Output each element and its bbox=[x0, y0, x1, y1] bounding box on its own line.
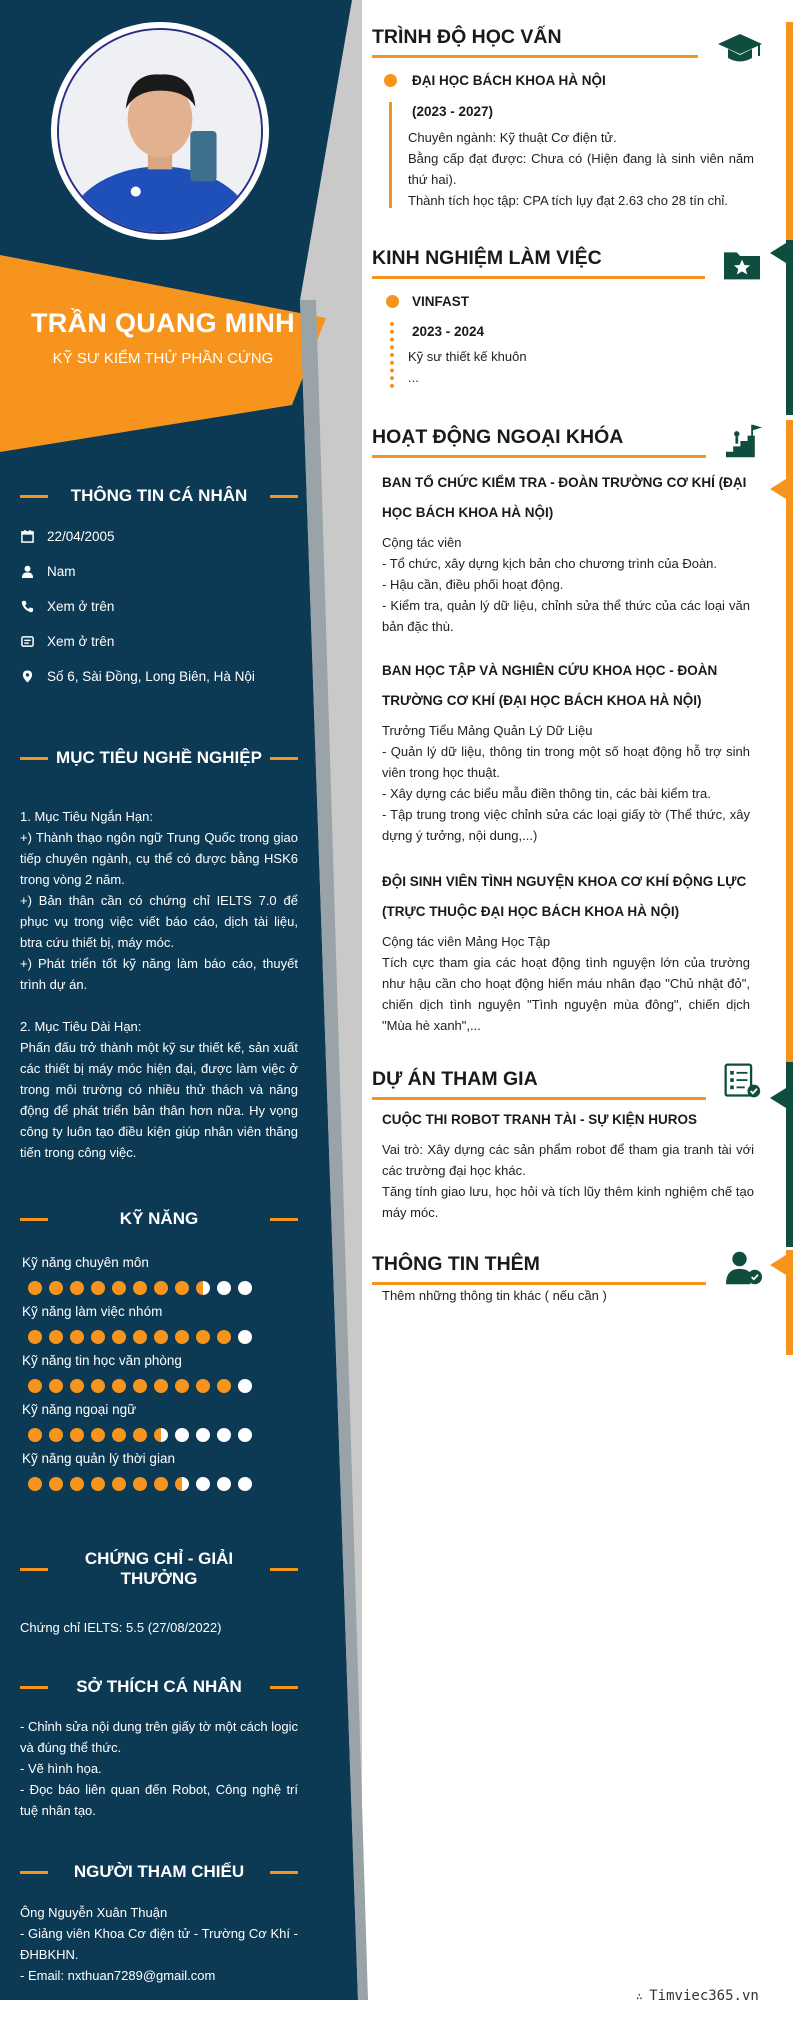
skill-label: Kỹ năng quản lý thời gian bbox=[22, 1451, 175, 1466]
email-row bbox=[20, 631, 310, 651]
skill-dot bbox=[217, 1428, 231, 1442]
address-row bbox=[20, 666, 310, 686]
skill-dot bbox=[238, 1330, 252, 1344]
skill-dot bbox=[28, 1477, 42, 1491]
user-check-icon bbox=[724, 1250, 768, 1290]
activity-title: BAN TỔ CHỨC KIỂM TRA - ĐOÀN TRƯỜNG CƠ KHÍ (ĐẠI HỌC BÁCH KHOA HÀ NỘI) bbox=[382, 475, 747, 520]
company-name: VINFAST bbox=[412, 294, 470, 309]
folder-star-icon bbox=[722, 247, 766, 287]
skill-dot bbox=[112, 1281, 126, 1295]
experience-heading: KINH NGHIỆM LÀM VIỆC bbox=[372, 247, 602, 269]
skill-dot bbox=[91, 1281, 105, 1295]
experience-side-bar bbox=[786, 240, 793, 415]
skill-dot bbox=[91, 1330, 105, 1344]
skill-dot bbox=[49, 1477, 63, 1491]
skill-dot bbox=[91, 1428, 105, 1442]
skill-dot bbox=[133, 1330, 147, 1344]
birthdate-value: 22/04/2005 bbox=[47, 528, 115, 544]
skill-dot bbox=[154, 1330, 168, 1344]
skill-dot bbox=[238, 1477, 252, 1491]
skill-dot bbox=[49, 1281, 63, 1295]
activities-side-bar bbox=[786, 420, 793, 1062]
calendar-icon bbox=[20, 529, 34, 543]
skill-rating bbox=[28, 1281, 252, 1295]
skill-dot bbox=[49, 1330, 63, 1344]
timeline-dotted-line bbox=[390, 322, 394, 388]
education-details: Chuyên ngành: Kỹ thuật Cơ điện tử. Bằng cấp đạt được: Chưa có (Hiện đang là sinh viên năm thứ hai). Thành tích học tập: CPA tích lụy đạt 2.63 cho 28 tín chỉ. bbox=[408, 130, 754, 208]
heading-underline bbox=[372, 55, 698, 58]
skill-rating bbox=[28, 1379, 252, 1393]
skill-dot bbox=[154, 1428, 168, 1442]
person-icon bbox=[20, 564, 34, 578]
references-text: Ông Nguyễn Xuân Thuận - Giảng viên Khoa Cơ điện tử - Trường Cơ Khí - ĐHBKHN. - Email: nxthuan7289@gmail.com bbox=[20, 1905, 298, 1983]
skill-dot bbox=[133, 1428, 147, 1442]
education-heading: TRÌNH ĐỘ HỌC VẤN bbox=[372, 26, 562, 48]
stairs-goal-icon bbox=[724, 423, 768, 463]
candidate-job-title: KỸ SƯ KIỂM THỬ PHẦN CỨNG bbox=[52, 350, 274, 367]
phone-value: Xem ở trên bbox=[47, 598, 115, 614]
skill-dot bbox=[175, 1281, 189, 1295]
heading-underline bbox=[372, 276, 705, 279]
skill-dot bbox=[238, 1281, 252, 1295]
certificates-heading: CHỨNG CHỈ - GIẢI THƯỞNG bbox=[20, 1557, 298, 1581]
objective-heading: MỤC TIÊU NGHỀ NGHIỆP bbox=[20, 746, 298, 770]
project-details: Vai trò: Xây dựng các sản phẩm robot để tham gia tranh tài với các trường đại học khác. Tăng tính giao lưu, học hỏi và tích lũy thêm kinh nghiệm chế tạo máy móc. bbox=[382, 1142, 754, 1220]
skill-dot bbox=[217, 1281, 231, 1295]
experience-period: 2023 - 2024 bbox=[412, 324, 485, 339]
skill-rating bbox=[28, 1428, 252, 1442]
activities-heading: HOẠT ĐỘNG NGOẠI KHÓA bbox=[372, 426, 624, 448]
skill-dot bbox=[70, 1428, 84, 1442]
timeline-dot bbox=[386, 295, 399, 308]
skill-dot bbox=[28, 1330, 42, 1344]
projects-side-bar bbox=[786, 1062, 793, 1247]
skill-dot bbox=[70, 1281, 84, 1295]
extra-heading: THÔNG TIN THÊM bbox=[372, 1253, 540, 1275]
skill-dot bbox=[175, 1428, 189, 1442]
candidate-name: TRẦN QUANG MINH bbox=[31, 308, 295, 338]
avatar bbox=[51, 22, 269, 240]
skill-dot bbox=[70, 1477, 84, 1491]
skill-dot bbox=[175, 1330, 189, 1344]
section-arrow bbox=[770, 1255, 786, 1275]
skill-dot bbox=[70, 1379, 84, 1393]
skill-dot bbox=[154, 1477, 168, 1491]
skill-dot bbox=[91, 1477, 105, 1491]
graduation-cap-icon bbox=[718, 28, 762, 68]
gender-value: Nam bbox=[47, 563, 76, 579]
skill-dot bbox=[238, 1379, 252, 1393]
skill-dot bbox=[133, 1281, 147, 1295]
phone-icon bbox=[20, 599, 34, 613]
skill-dot bbox=[112, 1379, 126, 1393]
skill-dot bbox=[217, 1477, 231, 1491]
skill-rating bbox=[28, 1477, 252, 1491]
extra-text: Thêm những thông tin khác ( nếu cần ) bbox=[382, 1288, 607, 1303]
skill-dot bbox=[196, 1281, 210, 1295]
skill-dot bbox=[196, 1477, 210, 1491]
skills-heading: KỸ NĂNG bbox=[20, 1207, 298, 1231]
skill-dot bbox=[217, 1330, 231, 1344]
skill-label: Kỹ năng làm việc nhóm bbox=[22, 1304, 163, 1319]
email-icon bbox=[20, 634, 34, 648]
objective-text: 1. Mục Tiêu Ngắn Hạn: +) Thành thạo ngôn ngữ Trung Quốc trong giao tiếp chuyên ngành, cụ thể có được bằng HSK6 trong vòng 2 năm. +) Bản thân cần có chứng chỉ IELTS 7.0 để phục vụ trong việc viết báo cáo, dịch tài liệu, btra cứu thiết bị, máy móc. +) Phát triển tốt kỹ năng làm báo cáo, thuyết trình dự án. 2. Mục Tiêu Dài Hạn: Phấn đấu trở thành một kỹ sư thiết kế, sản xuất các thiết bị máy móc hiện đại, được làm việc ở trong môi trường có nhiều thử thách và năng động để phát triển bản thân hơn nữa. Hy vọng công ty luôn tạo điều kiện giúp nhân viên thăng tiến trong công việc. bbox=[20, 809, 298, 1160]
skill-dot bbox=[28, 1281, 42, 1295]
skill-dot bbox=[196, 1379, 210, 1393]
education-period: (2023 - 2027) bbox=[412, 104, 494, 119]
experience-details: Kỹ sư thiết kế khuôn ... bbox=[408, 349, 527, 385]
skill-dot bbox=[28, 1428, 42, 1442]
skill-label: Kỹ năng tin học văn phòng bbox=[22, 1353, 182, 1368]
skill-label: Kỹ năng ngoại ngữ bbox=[22, 1402, 137, 1417]
address-value: Số 6, Sài Đồng, Long Biên, Hà Nội bbox=[47, 668, 255, 684]
heading-underline bbox=[372, 1097, 706, 1100]
skill-dot bbox=[217, 1379, 231, 1393]
skill-dot bbox=[28, 1379, 42, 1393]
section-arrow bbox=[770, 479, 786, 499]
skill-dot bbox=[133, 1379, 147, 1393]
sidebar bbox=[0, 0, 330, 2000]
checklist-icon bbox=[722, 1062, 766, 1102]
gender-row bbox=[20, 561, 310, 581]
skill-label: Kỹ năng chuyên môn bbox=[22, 1255, 149, 1270]
skill-dot bbox=[196, 1330, 210, 1344]
skill-dot bbox=[238, 1428, 252, 1442]
heading-underline bbox=[372, 455, 706, 458]
activity-details: Cộng tác viên Mảng Học Tập Tích cực tham gia các hoạt động tình nguyện lớn của trường như hậu cần cho hoạt động hiến máu nhân đạo "Chủ nhật đỏ", chiến dịch tình nguyện "Tình nguyện mùa đông", chiến dịch "Mùa hè xanh",... bbox=[382, 934, 750, 1033]
hobbies-heading: SỞ THÍCH CÁ NHÂN bbox=[20, 1675, 298, 1699]
skill-dot bbox=[175, 1477, 189, 1491]
hobbies-text: - Chỉnh sửa nội dung trên giấy tờ một cách logic và đúng thể thức. - Vẽ hình họa. - Đọc báo liên quan đến Robot, Công nghệ trí tuệ nhân tạo. bbox=[20, 1719, 298, 1818]
timeline-dot bbox=[384, 74, 397, 87]
activity-details: Trưởng Tiểu Mảng Quản Lý Dữ Liệu - Quản lý dữ liệu, thông tin trong một số hoạt động hỗ trợ sinh viên trong học thuật. - Xây dựng các biểu mẫu điền thông tin, các bài kiểm tra. - Tập trung trong việc chỉnh sửa các loại giấy tờ (Thể thức, xây dựng ý tưởng, nội dung,...) bbox=[382, 723, 750, 843]
activity-title: ĐỘI SINH VIÊN TÌNH NGUYỆN KHOA CƠ KHÍ ĐỘNG LỰC (TRỰC THUỘC ĐẠI HỌC BÁCH KHOA HÀ NỘI) bbox=[382, 874, 747, 919]
activity-title: BAN HỌC TẬP VÀ NGHIÊN CỨU KHOA HỌC - ĐOÀN TRƯỜNG CƠ KHÍ (ĐẠI HỌC BÁCH KHOA HÀ NỘI) bbox=[382, 663, 718, 708]
skill-dot bbox=[196, 1428, 210, 1442]
references-heading: NGƯỜI THAM CHIẾU bbox=[20, 1860, 298, 1884]
location-icon bbox=[20, 669, 34, 683]
skill-rating bbox=[28, 1330, 252, 1344]
project-title: CUỘC THI ROBOT TRANH TÀI - SỰ KIỆN HUROS bbox=[382, 1112, 697, 1127]
skill-dot bbox=[112, 1428, 126, 1442]
skill-dot bbox=[154, 1281, 168, 1295]
school-name: ĐẠI HỌC BÁCH KHOA HÀ NỘI bbox=[412, 73, 606, 88]
email-value: Xem ở trên bbox=[47, 633, 115, 649]
certificate-item: Chứng chỉ IELTS: 5.5 (27/08/2022) bbox=[20, 1620, 222, 1635]
skill-dot bbox=[112, 1477, 126, 1491]
section-arrow bbox=[770, 243, 786, 263]
skill-dot bbox=[133, 1477, 147, 1491]
logo-icon: ∴ bbox=[636, 1990, 650, 2003]
skill-dot bbox=[70, 1330, 84, 1344]
projects-heading: DỰ ÁN THAM GIA bbox=[372, 1068, 538, 1090]
skill-dot bbox=[91, 1379, 105, 1393]
footer-logo: ∴ Timviec365.vn bbox=[636, 1988, 759, 2004]
phone-row bbox=[20, 596, 310, 616]
activity-details: Cộng tác viên - Tổ chức, xây dựng kịch bản cho chương trình của Đoàn. - Hậu cần, điều phối hoạt động. - Kiểm tra, quản lý dữ liệu, chỉnh sửa thể thức của các loại văn bản đặc thù. bbox=[382, 535, 750, 634]
timeline-line bbox=[389, 102, 392, 208]
birthdate-row bbox=[20, 526, 310, 546]
personal-info-heading: THÔNG TIN CÁ NHÂN bbox=[20, 484, 298, 508]
skill-dot bbox=[49, 1379, 63, 1393]
skill-dot bbox=[175, 1379, 189, 1393]
extra-side-bar bbox=[786, 1250, 793, 1355]
skill-dot bbox=[49, 1428, 63, 1442]
section-arrow bbox=[770, 1088, 786, 1108]
profile-photo bbox=[59, 30, 261, 232]
skill-dot bbox=[112, 1330, 126, 1344]
skill-dot bbox=[154, 1379, 168, 1393]
